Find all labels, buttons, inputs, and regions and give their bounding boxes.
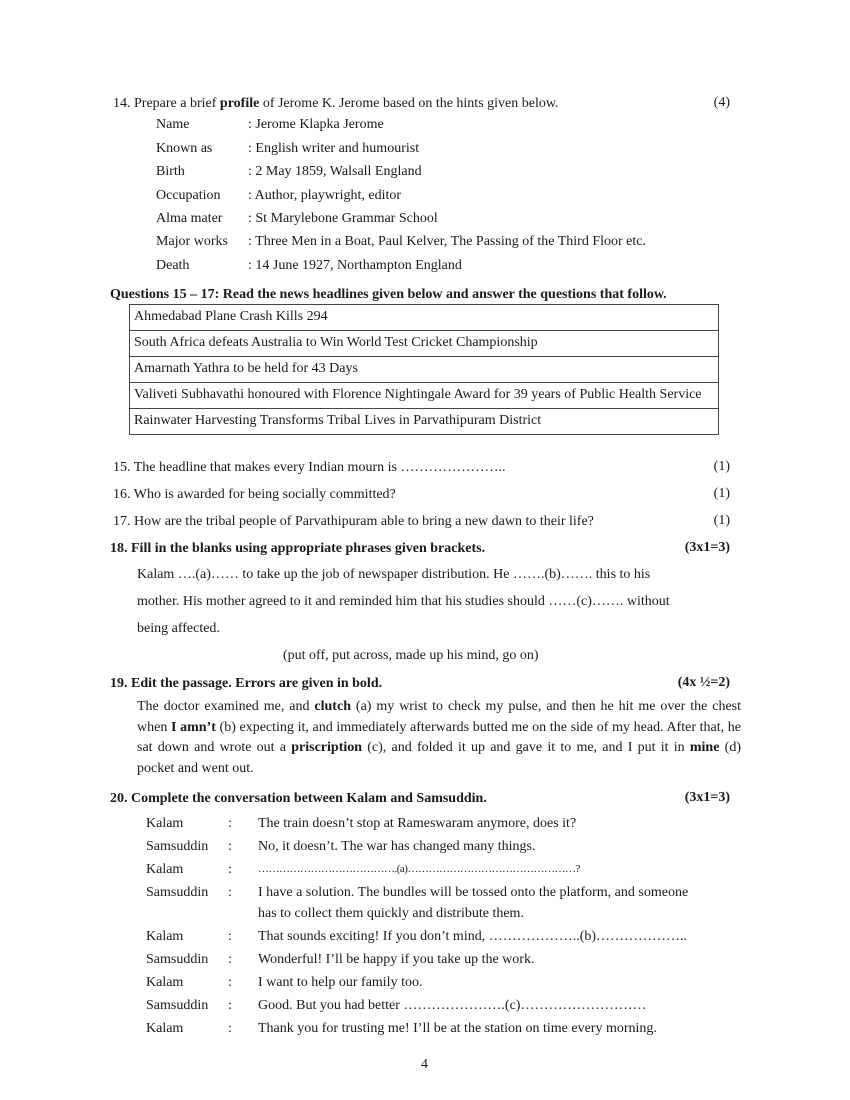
- headlines-instruction: Questions 15 – 17: Read the news headlines given below and answer the questions that follow.: [110, 287, 667, 302]
- question-15-marks: (1): [713, 459, 730, 474]
- colon: :: [228, 862, 232, 877]
- profile-value: : Jerome Klapka Jerome: [248, 117, 384, 132]
- question-20-marks: (3x1=3): [684, 790, 730, 805]
- headline-row: Valiveti Subhavathi honoured with Florence Nightingale Award for 39 years of Public Health Service: [130, 383, 718, 409]
- colon: :: [228, 1021, 232, 1036]
- question-14-marks: (4): [713, 95, 730, 110]
- question-19-passage: [137, 697, 741, 779]
- question-17-marks: (1): [713, 513, 730, 528]
- passage-text: (c), and folded it up and gave it to me, and I put it in: [362, 740, 690, 755]
- profile-row: [156, 140, 419, 158]
- dialogue: No, it doesn’t. The war has changed many things.: [258, 839, 536, 854]
- colon: :: [228, 929, 232, 944]
- profile-key: Known as: [156, 141, 213, 156]
- profile-key: Occupation: [156, 188, 221, 203]
- speaker: Kalam: [146, 1021, 184, 1036]
- headlines-table: [129, 304, 719, 435]
- colon: :: [228, 839, 232, 854]
- question-number: 14.: [113, 96, 131, 111]
- dialogue: Good. But you had better ………………….(c)………………………: [258, 998, 647, 1013]
- profile-key: Name: [156, 117, 190, 132]
- profile-key: Major works: [156, 234, 228, 249]
- headline-row: Rainwater Harvesting Transforms Tribal Lives in Parvathipuram District: [134, 413, 542, 428]
- question-18-line-2: mother. His mother agreed to it and reminded him that his studies should ……(c)……. without: [137, 594, 670, 609]
- question-16-marks: (1): [713, 486, 730, 501]
- colon: :: [228, 975, 232, 990]
- speaker: Samsuddin: [146, 998, 209, 1013]
- question-18-marks: (3x1=3): [684, 540, 730, 555]
- profile-row: [156, 257, 462, 275]
- profile-value: : St Marylebone Grammar School: [248, 211, 438, 226]
- profile-row: [156, 210, 438, 228]
- headline-row: Ahmedabad Plane Crash Kills 294: [130, 305, 718, 331]
- passage-text: (b) expecting it, and immediately afterwards butted me on the side of my head. After that, he sat down and wrote out a: [137, 719, 742, 755]
- colon: :: [228, 816, 232, 831]
- dialogue: That sounds exciting! If you don’t mind, ………………..(b)………………..: [258, 929, 688, 944]
- conversation-row: [146, 949, 728, 970]
- colon: :: [228, 952, 232, 967]
- conversation-row: [146, 882, 728, 924]
- profile-row: [156, 233, 646, 251]
- profile-value: : Author, playwright, editor: [248, 188, 402, 203]
- dialogue: Thank you for trusting me! I’ll be at the station on time every morning.: [258, 1021, 657, 1036]
- question-14: [113, 95, 559, 113]
- headline-row: South Africa defeats Australia to Win World Test Cricket Championship: [130, 331, 718, 357]
- conversation-row: [146, 836, 728, 857]
- profile-row: [156, 187, 401, 205]
- question-15: 15. The headline that makes every Indian mourn is …………………..: [113, 460, 506, 475]
- question-text: Prepare a brief: [134, 96, 220, 111]
- speaker: Samsuddin: [146, 839, 209, 854]
- question-19-title: 19. Edit the passage. Errors are given in bold.: [110, 676, 383, 691]
- question-18-options: (put off, put across, made up his mind, go on): [283, 648, 539, 663]
- profile-value: : 14 June 1927, Northampton England: [248, 258, 462, 273]
- passage-text: The doctor examined me, and: [137, 699, 315, 714]
- conversation-row: [146, 972, 728, 993]
- question-18-line-3: being affected.: [137, 621, 220, 636]
- headline-row: Amarnath Yathra to be held for 43 Days: [130, 357, 718, 383]
- speaker: Kalam: [146, 816, 184, 831]
- colon: :: [228, 998, 232, 1013]
- conversation-row: [146, 995, 728, 1016]
- passage-error: clutch: [314, 699, 351, 714]
- question-18-title: 18. Fill in the blanks using appropriate phrases given brackets.: [110, 541, 486, 556]
- passage-text: (a) my wrist to check my pulse, and then he hit me over the chest when: [137, 699, 741, 735]
- question-19-marks: (4x ½=2): [677, 675, 730, 690]
- speaker: Kalam: [146, 975, 184, 990]
- question-text-rest: of Jerome K. Jerome based on the hints given below.: [259, 96, 559, 111]
- dialogue: The train doesn’t stop at Rameswaram anymore, does it?: [258, 816, 577, 831]
- passage-error: mine: [689, 740, 720, 755]
- profile-value: : English writer and humourist: [248, 141, 420, 156]
- speaker: Kalam: [146, 929, 184, 944]
- question-16: 16. Who is awarded for being socially committed?: [113, 487, 396, 502]
- conversation: [146, 813, 728, 1041]
- profile-key: Death: [156, 258, 190, 273]
- dialogue: I have a solution. The bundles will be tossed onto the platform, and someone has to collect them quickly and distribute them.: [258, 885, 689, 921]
- passage-error: priscription: [291, 740, 363, 755]
- speaker: Samsuddin: [146, 952, 209, 967]
- dialogue: I want to help our family too.: [258, 975, 423, 990]
- conversation-row: [146, 926, 728, 947]
- question-keyword: profile: [219, 96, 260, 111]
- profile-key: Alma mater: [156, 211, 223, 226]
- passage-text: (d) pocket and went out.: [137, 740, 741, 776]
- conversation-row: [146, 859, 728, 880]
- dialogue: Wonderful! I’ll be happy if you take up the work.: [258, 952, 535, 967]
- profile-row: [156, 163, 422, 181]
- question-17: 17. How are the tribal people of Parvathipuram able to bring a new dawn to their life?: [113, 514, 594, 529]
- speaker: Samsuddin: [146, 885, 209, 900]
- question-20-title: 20. Complete the conversation between Kalam and Samsuddin.: [110, 791, 487, 806]
- profile-value: : Three Men in a Boat, Paul Kelver, The Passing of the Third Floor etc.: [248, 234, 646, 249]
- speaker: Kalam: [146, 862, 184, 877]
- question-18-line-1: Kalam ….(a)…… to take up the job of newspaper distribution. He …….(b)……. this to his: [137, 567, 651, 582]
- profile-key: Birth: [156, 164, 185, 179]
- page-number: 4: [421, 1057, 428, 1072]
- conversation-row: [146, 1018, 728, 1039]
- dialogue: ………………………………….(a)…………………………………………?: [258, 863, 580, 875]
- passage-error: I amn’t: [170, 719, 216, 735]
- conversation-row: [146, 813, 728, 834]
- profile-value: : 2 May 1859, Walsall England: [248, 164, 422, 179]
- colon: :: [228, 885, 232, 900]
- profile-row: [156, 116, 384, 134]
